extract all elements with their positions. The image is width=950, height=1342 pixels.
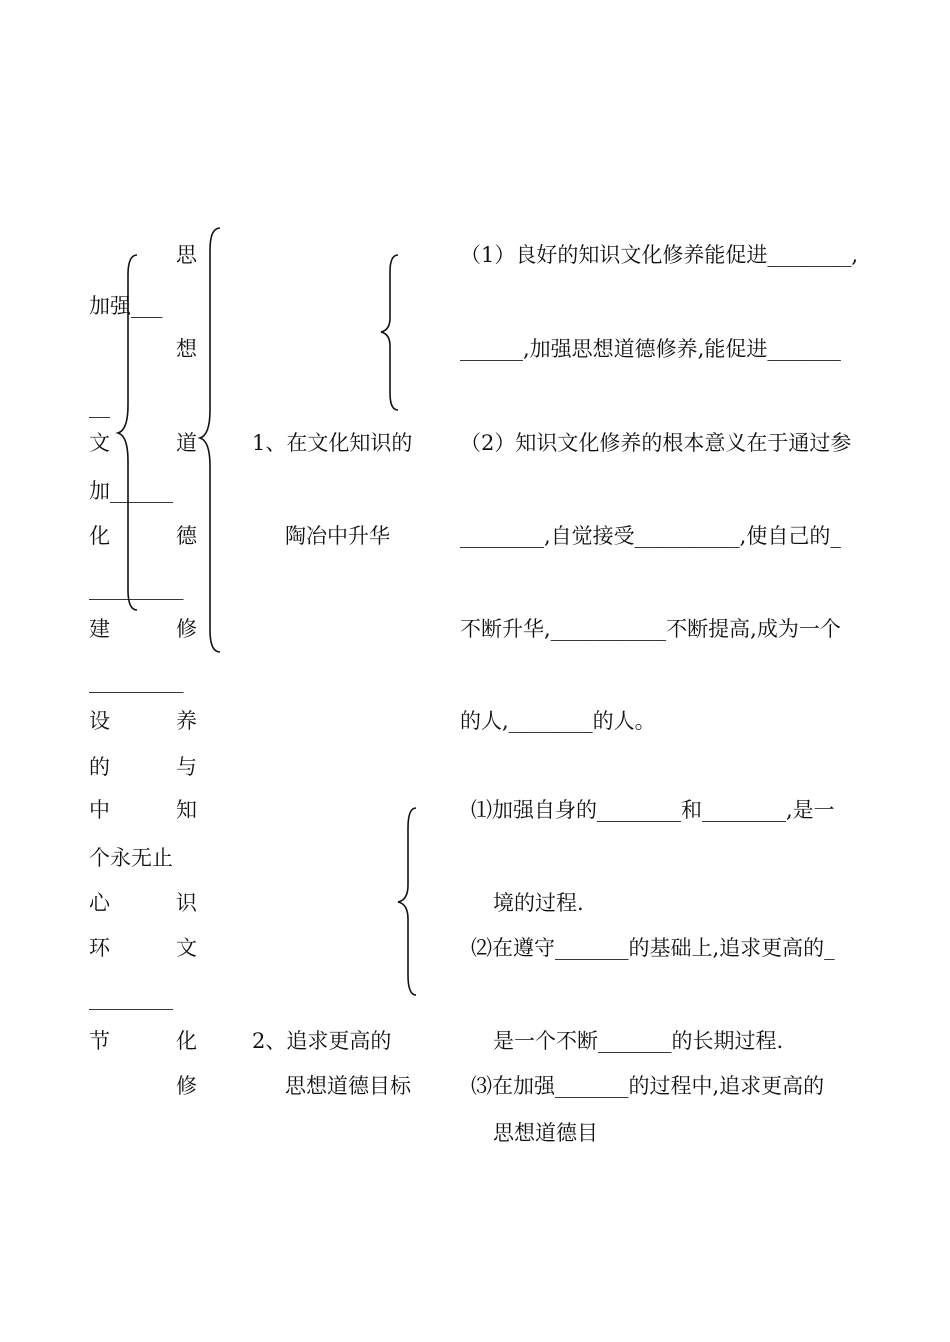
left-text-4: 加______	[89, 479, 173, 503]
vertical-char-9: 识	[176, 891, 197, 915]
section2-line-2: 境的过程.	[493, 891, 584, 915]
vertical-char-10: 文	[176, 936, 197, 960]
left-text-14: 环	[89, 936, 110, 960]
section1-line-3: （2）知识文化修养的根本意义在于通过参	[460, 431, 852, 455]
vertical-char-1: 思	[176, 243, 197, 267]
brace-left-large	[200, 228, 220, 652]
left-text-8: _________	[89, 669, 184, 693]
left-text-5: 化	[89, 524, 110, 548]
left-text-2: __	[89, 394, 110, 418]
left-text-1: 加强___	[89, 294, 163, 318]
left-text-3: 文	[89, 431, 110, 455]
section2-line-3: ⑵在遵守_______的基础上,追求更高的_	[471, 936, 835, 960]
left-text-16: 节	[89, 1029, 110, 1053]
topic-1-line-1: 1、在文化知识的	[252, 431, 413, 455]
left-text-13: 心	[89, 891, 110, 915]
left-text-15: ________	[89, 986, 173, 1010]
vertical-char-2: 想	[176, 337, 197, 361]
section1-line-4: ________,自觉接受__________,使自己的_	[460, 524, 841, 548]
topic-2-line-1: 2、追求更高的	[252, 1029, 392, 1053]
vertical-char-6: 养	[176, 709, 197, 733]
left-text-12: 个永无止	[89, 846, 173, 870]
vertical-char-12: 修	[176, 1074, 197, 1098]
section1-line-6: 的人,________的人。	[460, 709, 656, 733]
section1-line-5: 不断升华,___________不断提高,成为一个	[460, 617, 841, 641]
topic-2-line-2: 思想道德目标	[285, 1074, 411, 1098]
section2-line-5: ⑶在加强_______的过程中,追求更高的	[471, 1074, 825, 1098]
vertical-char-3: 道	[176, 431, 197, 455]
left-text-11: 中	[89, 798, 110, 822]
left-text-6: _________	[89, 576, 184, 600]
section2-line-6: 思想道德目	[493, 1121, 598, 1145]
left-text-9: 设	[89, 709, 110, 733]
left-text-7: 建	[89, 617, 110, 641]
brace-section1	[381, 255, 398, 410]
vertical-char-4: 德	[176, 524, 197, 548]
section1-line-1: （1）良好的知识文化修养能促进________,	[460, 243, 859, 267]
section1-line-2: ______,加强思想道德修养,能促进_______	[460, 337, 841, 361]
section2-line-4: 是一个不断_______的长期过程.	[493, 1029, 784, 1053]
vertical-char-7: 与	[176, 755, 197, 779]
section2-line-1: ⑴加强自身的________和________,是一	[471, 798, 835, 822]
vertical-char-5: 修	[176, 617, 197, 641]
left-text-10: 的	[89, 755, 110, 779]
brace-section2	[398, 808, 416, 995]
vertical-char-8: 知	[176, 798, 197, 822]
topic-1-line-2: 陶冶中升华	[285, 524, 390, 548]
vertical-char-11: 化	[176, 1029, 197, 1053]
